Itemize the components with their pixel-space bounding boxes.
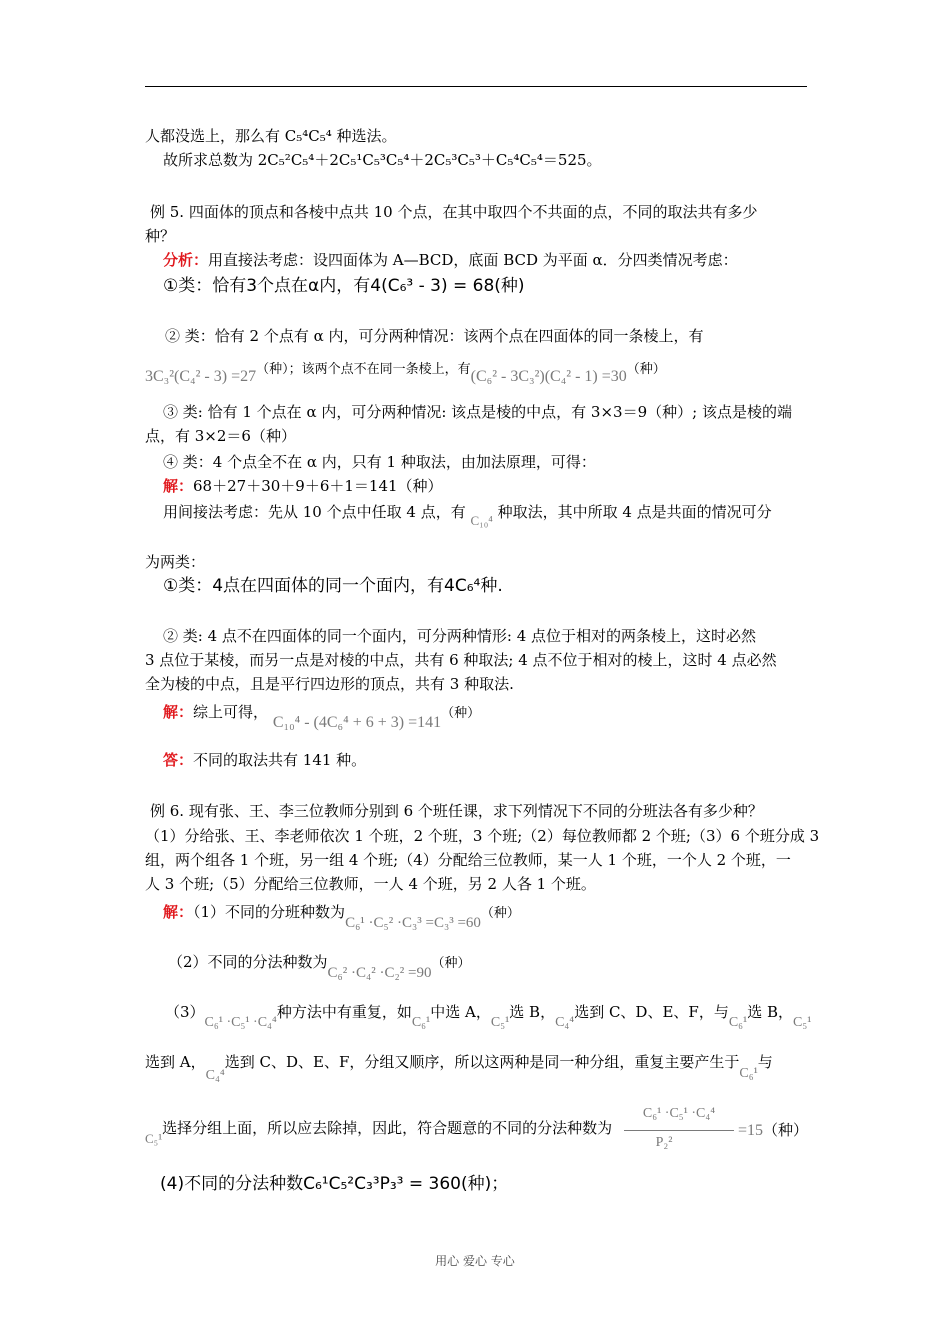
answer-text: 不同的取法共有 141 种。 — [193, 751, 367, 769]
formula: 3C₃²(C₄² - 3) =27 — [145, 368, 257, 385]
example-6-heading: 例 6. 现有张、王、李三位教师分别到 6 个班任课，求下列情况下不同的分班法各有多少种？ — [150, 802, 763, 820]
solution-3-line-a — [165, 1002, 811, 1033]
solution-label: 解： — [163, 703, 194, 721]
kind-1-formula: ①类：4点在四面体的同一个面内，有4C₆⁴种. — [163, 576, 503, 596]
analysis-text: 用直接法考虑：设四面体为 A—BCD，底面 BCD 为平面 α．分四类情况考虑： — [208, 251, 738, 269]
unit-text: （种） — [441, 706, 481, 721]
text-line: ③ 类: 恰有 1 个点在 α 内，可分两种情况: 该点是棱的中点，有 3×3＝9（种）; 该点是棱的端 — [163, 403, 792, 421]
solution-4-formula: (4)不同的分法种数C₆¹C₅²C₃³P₃³ = 360(种)； — [160, 1174, 509, 1194]
formula: C₄⁴ — [555, 1015, 575, 1030]
header-rule — [145, 86, 807, 87]
text: （3） — [165, 1003, 205, 1021]
text-line: 组，两个组各 1 个班，另一组 4 个班;（4）分配给三位教师，某一人 1 个班，一个人 2 个班，一 — [145, 851, 791, 869]
solution-label: 解： — [163, 903, 194, 921]
text-line: 全为棱的中点，且是平行四边形的顶点，共有 3 种取法. — [145, 675, 514, 693]
unit-text: （种） — [763, 1121, 809, 1139]
text-line: （1）分给张、王、李老师依次 1 个班，2 个班，3 个班;（2）每位教师都 2 个班;（3）6 个班分成 3 — [145, 827, 820, 845]
fraction-numerator: C₆¹ ·C₅¹ ·C₄⁴ — [642, 1106, 716, 1121]
text-line: ② 类: 4 点不在四面体的同一个面内，可分两种情形: 4 点位于相对的两条棱上，这时必然 — [163, 627, 757, 645]
text: 中选 A， — [430, 1003, 491, 1021]
fraction-result — [738, 1120, 808, 1141]
solution-text: 68＋27＋30＋9＋6＋1＝141（种） — [193, 477, 443, 495]
solution-2-sub-line — [168, 952, 470, 983]
formula: C₄⁴ — [205, 1068, 225, 1083]
answer-line — [163, 750, 366, 770]
unit-text: （种） — [626, 362, 666, 377]
formula: (C₆² - 3C₃²)(C₄² - 1) =30 — [470, 368, 627, 385]
text: 综上可得， — [193, 703, 269, 721]
text-line: ④ 类：4 个点全不在 α 内，只有 1 种取法，由加法原理，可得： — [163, 453, 596, 471]
text: （2）不同的分法种数为 — [168, 953, 328, 971]
text: 种取法，其中所取 4 点是共面的情况可分 — [497, 503, 772, 521]
solution-1-line — [163, 902, 520, 933]
text-line: ② 类：恰有 2 个点有 α 内，可分两种情况：该两个点在四面体的同一条棱上，有 — [165, 327, 704, 345]
text: 与 — [757, 1053, 773, 1071]
formula: C₆¹ — [739, 1066, 758, 1081]
example-5-heading: 例 5. 四面体的顶点和各棱中点共 10 个点，在其中取四个不共面的点，不同的取法共有多少 — [150, 203, 758, 221]
fraction-denominator: P₂² — [655, 1135, 673, 1150]
text-line: 为两类： — [145, 553, 206, 571]
solution-2-line — [163, 702, 480, 733]
formula: C₆² ·C₄² ·C₂² =90 — [327, 965, 432, 981]
text: 选到 A， — [145, 1053, 206, 1071]
formula: C₆¹ ·C₅¹ ·C₄⁴ — [204, 1015, 277, 1030]
formula: C₅¹ — [793, 1015, 812, 1030]
solution-3-line-c — [145, 1118, 612, 1149]
case-1-formula: ①类：恰有3个点在α内，有4(C₆³ - 3) = 68(种) — [163, 276, 525, 296]
page-footer: 用心 爱心 专心 — [435, 1254, 515, 1268]
text: 选到 C、D、E、F，与 — [574, 1003, 729, 1021]
unit-text: （种） — [431, 956, 471, 971]
solution-3-line-b — [145, 1052, 773, 1086]
text-line: 3 点位于某棱，而另一点是对棱的中点，共有 6 种取法; 4 点不位于相对的棱上，这时 4 点必然 — [145, 651, 777, 669]
solution-label: 解： — [163, 477, 194, 495]
text: 选到 C、D、E、F，分组又顺序，所以这两种是同一种分组，重复主要产生于 — [224, 1053, 740, 1071]
text-line: 故所求总数为 2C₅²C₅⁴＋2C₅¹C₅³C₅⁴＋2C₅³C₅³＋C₅⁴C₅⁴＝525。 — [163, 151, 602, 169]
text-line: 种？ — [145, 227, 176, 245]
formula: C₁₀⁴ - (4C₆⁴ + 6 + 3) =141 — [272, 714, 442, 731]
text: 选 B， — [747, 1003, 794, 1021]
formula: =15 — [738, 1122, 764, 1139]
fraction-bar — [624, 1130, 734, 1131]
text-line: 人都没选上，那么有 C₅⁴C₅⁴ 种选法。 — [145, 127, 397, 145]
formula: C₅¹ — [145, 1131, 163, 1146]
text: （1）不同的分班种数为 — [193, 903, 346, 921]
solution-line — [163, 476, 443, 496]
indirect-line — [163, 502, 772, 531]
text: 用间接法考虑：先从 10 个点中任取 4 点，有 — [163, 503, 466, 521]
text-line: 点，有 3×2＝6（种） — [145, 427, 296, 445]
formula: C₅¹ — [490, 1015, 510, 1030]
answer-label: 答： — [163, 751, 194, 769]
text-line: 人 3 个班;（5）分配给三位教师，一人 4 个班，另 2 人各 1 个班。 — [145, 875, 596, 893]
case-2-line — [145, 360, 666, 387]
text: 种方法中有重复，如 — [276, 1003, 412, 1021]
formula: C₁₀⁴ — [470, 513, 493, 528]
unit-text: （种）；该两个点不在同一条棱上，有 — [256, 362, 471, 377]
formula: C₆¹ — [728, 1015, 748, 1030]
analysis-line — [163, 250, 738, 270]
text: 选 B， — [509, 1003, 556, 1021]
formula: C₆¹ ·C₅² ·C₃³ =C₃³ =60 — [345, 915, 481, 931]
analysis-label: 分析： — [163, 251, 209, 269]
unit-text: （种） — [480, 906, 520, 921]
text: 选择分组上面，所以应去除掉，因此，符合题意的不同的分法种数为 — [162, 1119, 613, 1137]
formula: C₆¹ — [411, 1015, 431, 1030]
